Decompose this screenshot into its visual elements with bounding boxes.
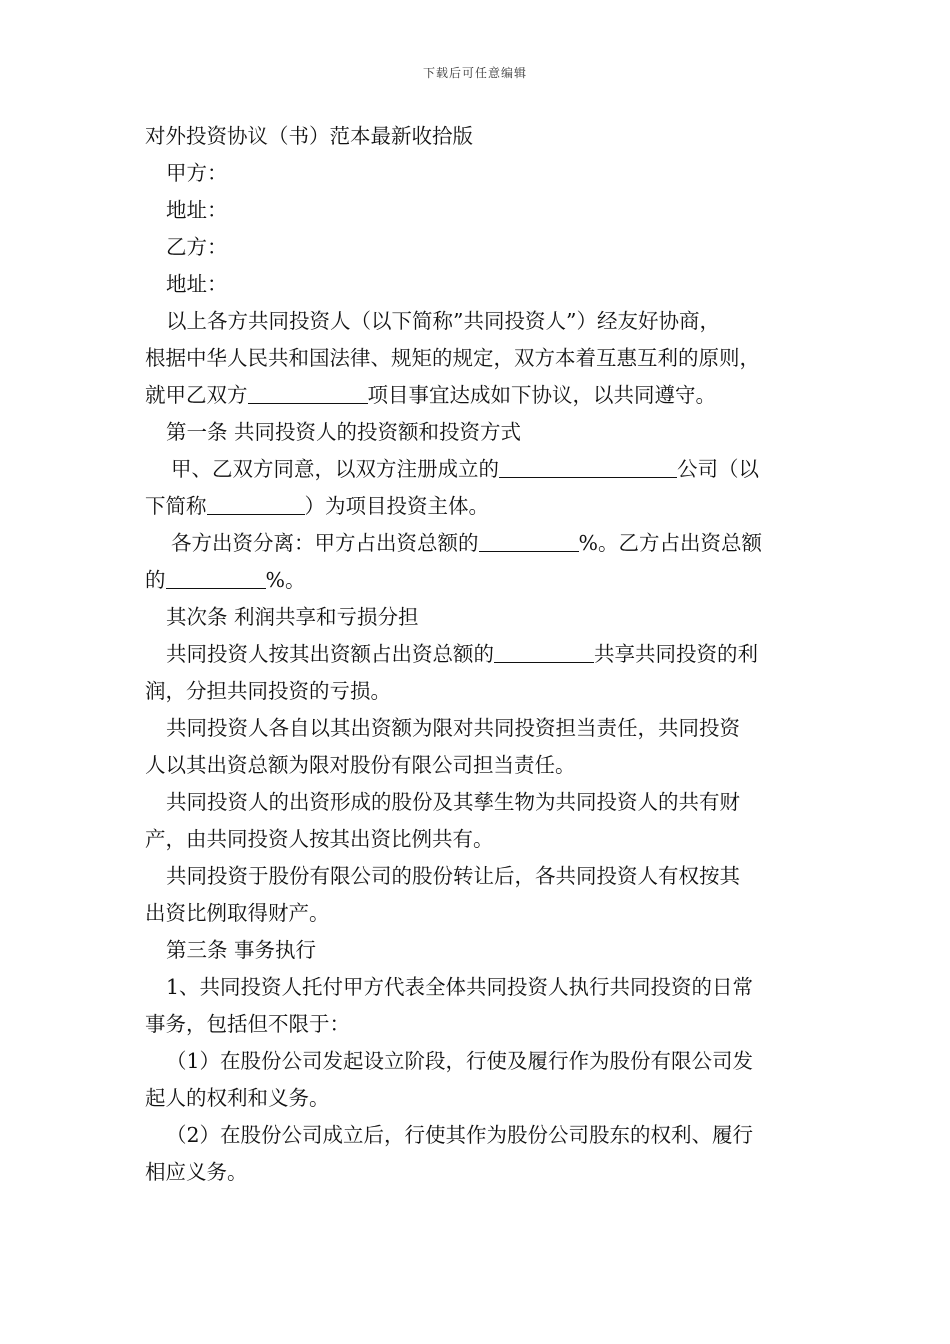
page-header: 下载后可任意编辑 [422,66,527,80]
article-2-line: 共同投资人各自以其出资额为限对共同投资担当责任，共同投资 [166,716,740,740]
article-1-text: %。 [265,568,306,592]
intro-line: 以上各方共同投资人（以下简称”共同投资人”）经友好协商， [166,309,720,333]
article-2-text: 共同投资人按其出资额占出资总额的 [166,642,494,666]
article-2-line: 人以其出资总额为限对股份有限公司担当责任。 [145,753,576,777]
intro-text: 就甲乙双方 [145,383,248,407]
article-1-text: %。乙方占出资总额 [578,531,762,555]
article-2-heading: 其次条 利润共享和亏损分担 [166,605,419,629]
article-1-line [145,562,811,599]
article-1-text: 的 [145,568,166,592]
article-3-line: （2）在股份公司成立后，行使其作为股份公司股东的权利、履行 [166,1123,754,1147]
article-1-line [145,488,811,525]
article-3-line: 事务，包括但不限于： [145,1012,350,1036]
party-a-percent-blank[interactable] [479,529,579,552]
article-2-line: 出资比例取得财产。 [145,901,330,925]
address-b-label: 地址： [166,272,228,296]
article-1-text: 下简称 [145,494,207,518]
intro-line [145,377,811,414]
article-2-line: 共同投资人的出资形成的股份及其孳生物为共同投资人的共有财 [166,790,740,814]
article-3-line: 相应义务。 [145,1160,248,1184]
article-2-line [145,636,811,673]
document-body [145,118,811,1191]
company-abbreviation-blank[interactable] [207,492,305,515]
article-3-line: 起人的权利和义务。 [145,1086,330,1110]
article-3-line: （1）在股份公司发起设立阶段，行使及履行作为股份有限公司发 [166,1049,754,1073]
party-b-label: 乙方： [166,235,228,259]
article-1-text: 各方出资分离：甲方占出资总额的 [171,531,479,555]
intro-text: 项目事宜达成如下协议，以共同遵守。 [367,383,716,407]
article-3-line: 1、共同投资人托付甲方代表全体共同投资人执行共同投资的日常 [166,975,754,999]
article-1-line [145,451,811,488]
article-1-heading: 第一条 共同投资人的投资额和投资方式 [166,420,522,444]
article-2-text: 共享共同投资的利 [594,642,758,666]
party-b-percent-blank[interactable] [166,566,266,589]
article-1-text: 公司（以 [677,457,759,481]
article-1-text: 甲、乙双方同意，以双方注册成立的 [171,457,499,481]
document-title: 对外投资协议（书）范本最新收拾版 [145,124,473,148]
profit-share-blank[interactable] [494,640,594,663]
article-3-heading: 第三条 事务执行 [166,938,317,962]
company-name-blank[interactable] [499,455,677,478]
article-2-line: 共同投资于股份有限公司的股份转让后，各共同投资人有权按其 [166,864,740,888]
article-1-text: ）为项目投资主体。 [304,494,489,518]
party-a-label: 甲方： [166,161,228,185]
article-1-line [145,525,811,562]
article-2-line: 润，分担共同投资的亏损。 [145,679,391,703]
address-a-label: 地址： [166,198,228,222]
project-name-blank[interactable] [248,381,368,404]
article-2-line: 产，由共同投资人按其出资比例共有。 [145,827,494,851]
intro-line: 根据中华人民共和国法律、规矩的规定，双方本着互惠互利的原则， [145,346,760,370]
